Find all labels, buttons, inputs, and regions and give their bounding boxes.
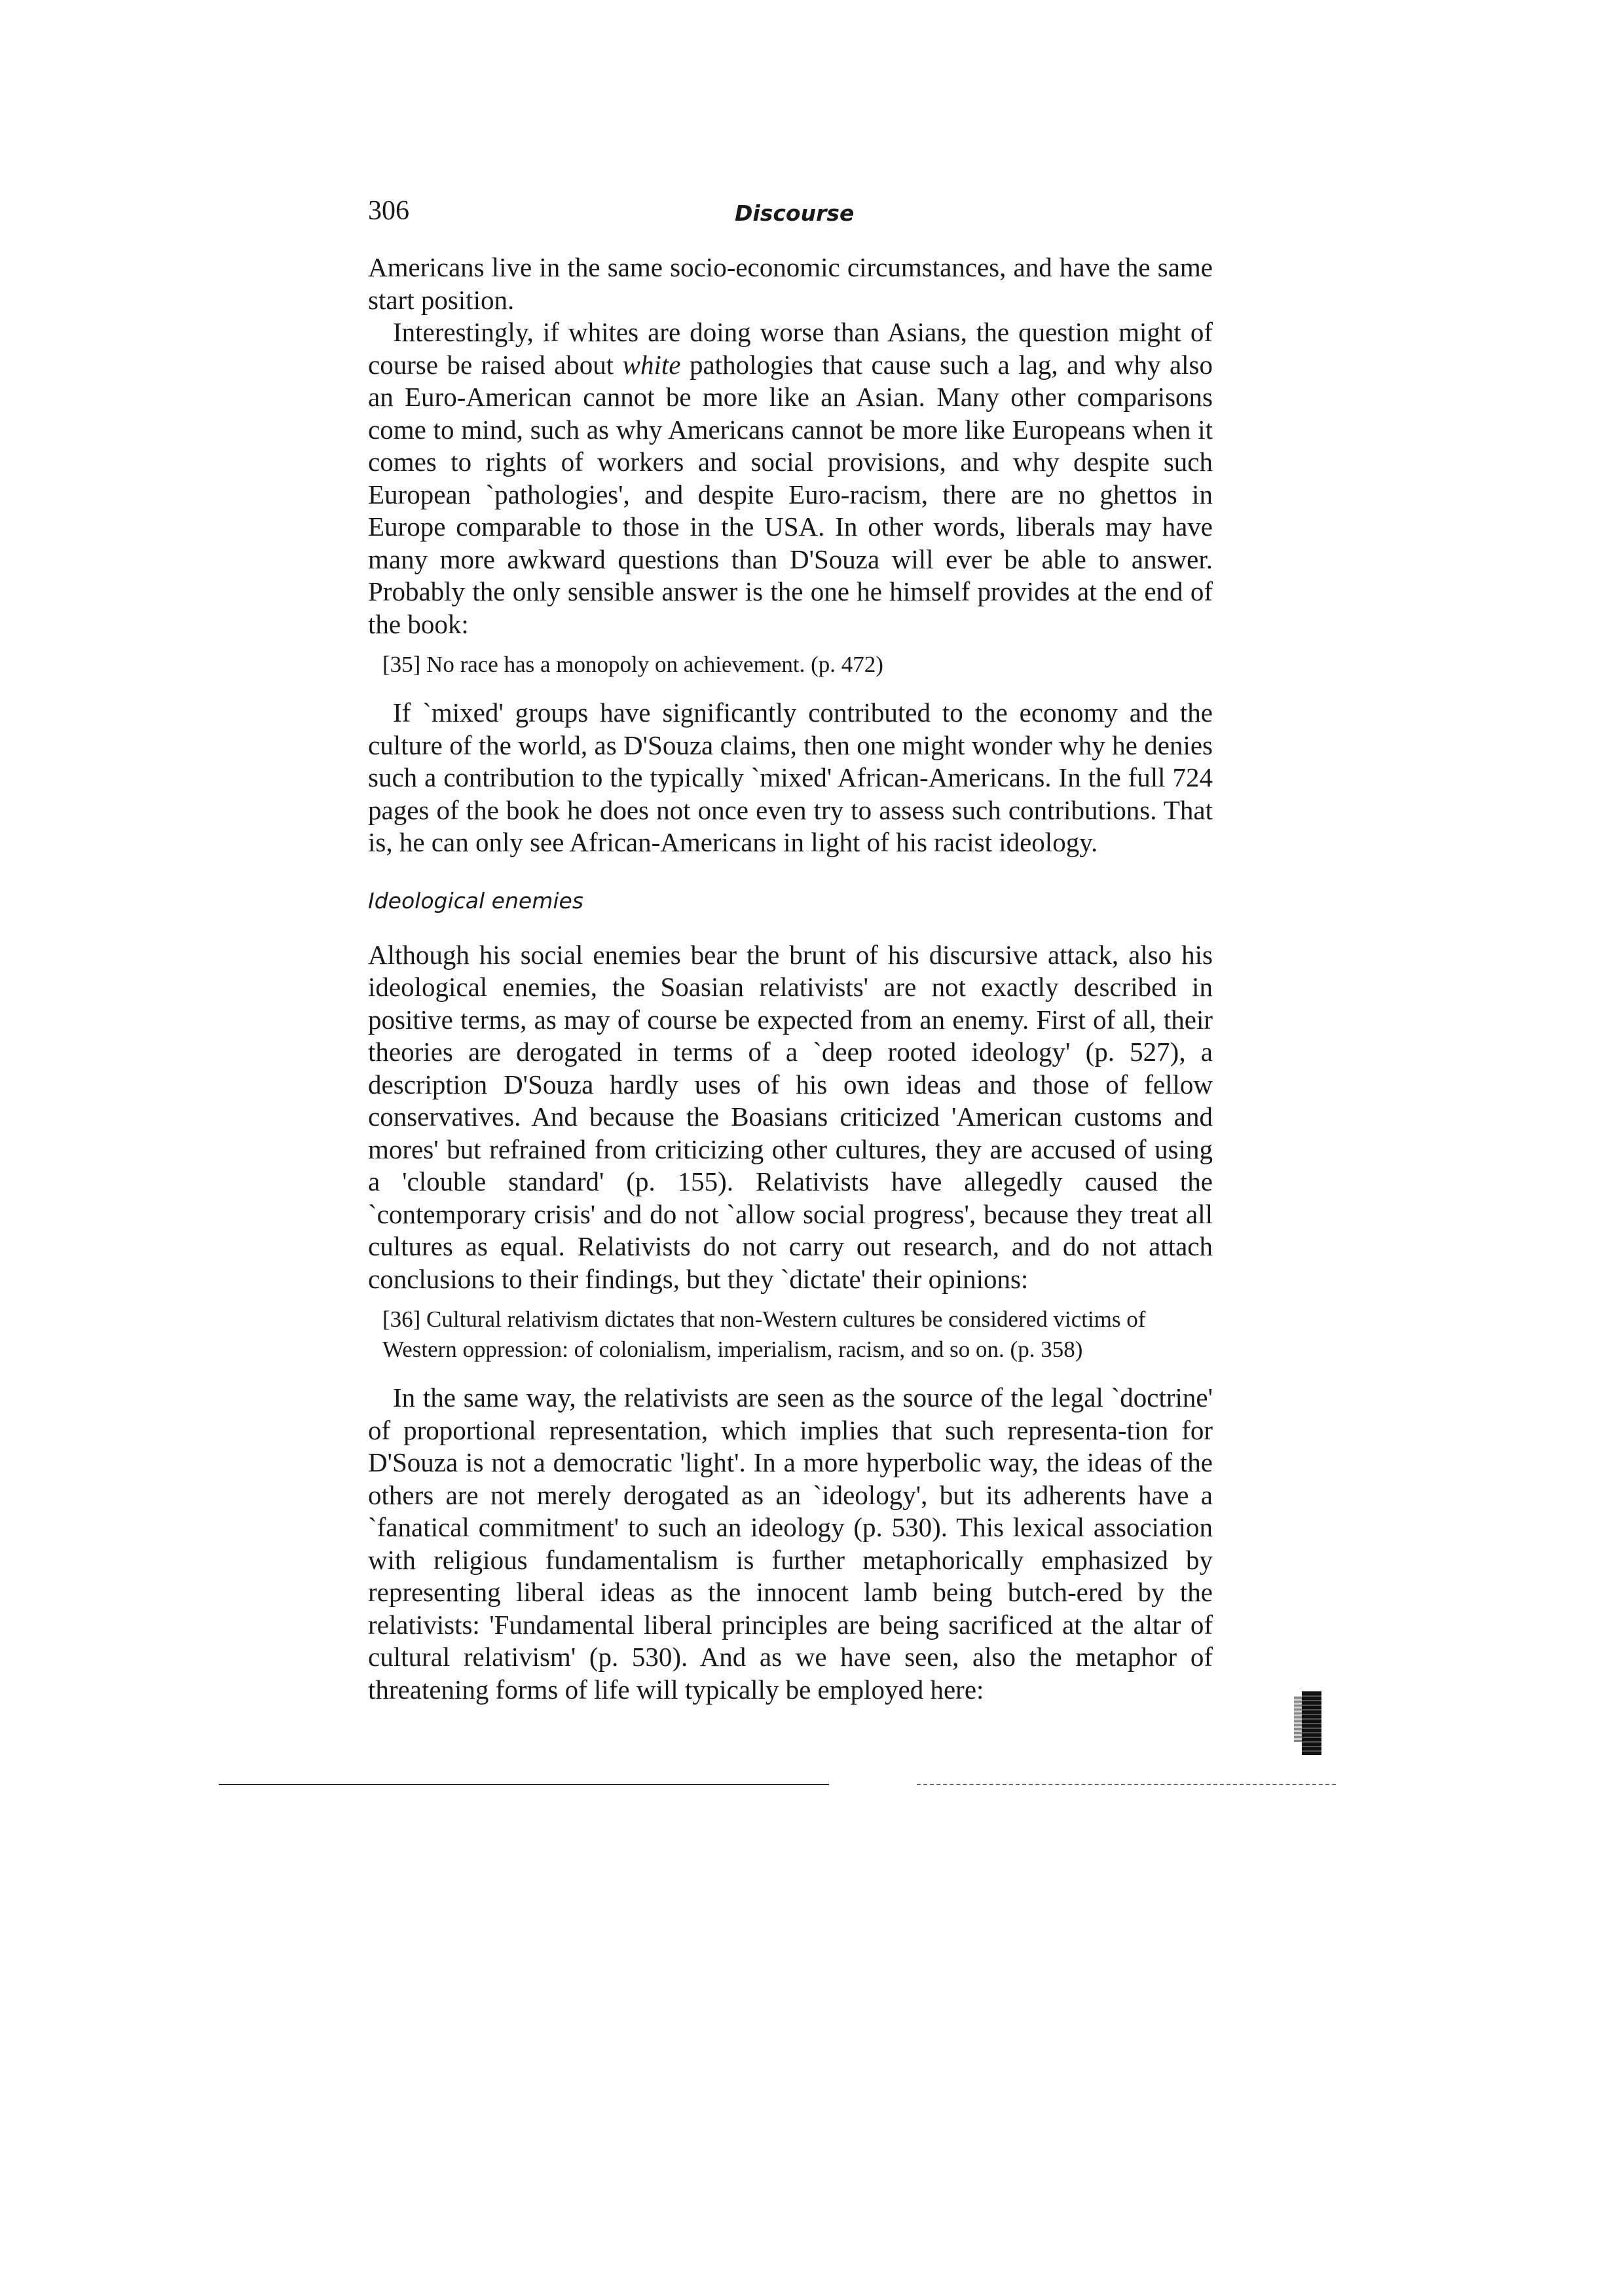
- paragraph-2-italic-word: white: [622, 349, 681, 380]
- paragraph-2-part-1: Interestingly, if whites are doing worse than Asians, the question might of course be raised about: [368, 317, 1213, 380]
- page-number: 306: [368, 196, 409, 226]
- section-heading: Ideological enemies: [368, 887, 584, 914]
- paragraph-2: [368, 316, 1213, 640]
- paragraph-1: Americans live in the same socio-economic circumstances, and have the same start position.: [368, 252, 1213, 315]
- paragraph-4: Although his social enemies bear the brunt of his discursive attack, also his ideological enemies, the Soasian relativists' are not exactly described in positive terms, as may of course be expected from an enemy. First of all, their theories are derogated in terms of a `deep rooted ideology' (p. 527), a description D'Souza hardly uses of his own ideas and those of fellow conservatives. And because the Boasians criticized 'American customs and mores' but refrained from criticizing other cultures, they are accused of using a 'clouble standard' (p. 155). Relativists have allegedly caused the `contemporary crisis' and do not `allow social progress', because they treat all cultures as equal. Relativists do not carry out research, and do not attach conclusions to their findings, but they `dictate' their opinions:: [368, 939, 1213, 1294]
- footer-rule-right: [917, 1784, 1336, 1785]
- scan-artifact-mark: [1302, 1691, 1321, 1755]
- body-text: [368, 251, 1213, 1706]
- block-quote-36: [36] Cultural relativism dictates that non-Western cultures be considered victims of Western oppression: of colonialism, imperialism, racism, and so on. (p. 358): [382, 1306, 1146, 1362]
- running-title: Discourse: [735, 200, 855, 226]
- paragraph-2-part-2: pathologies that cause such a lag, and why also an Euro-American cannot be more like an Asian. Many other comparisons come to mind, such as why Americans cannot be more like Europeans when it comes to rights of workers and social provisions, and why despite such European `pathologies', and despite Euro-racism, there are no ghettos in Europe comparable to those in the USA. In other words, liberals may have many more awkward questions than D'Souza will ever be able to answer. Probably the only sensible answer is the one he himself provides at the end of the book:: [368, 349, 1213, 639]
- page-header: [368, 191, 1173, 231]
- block-quote-35: [35] No race has a monopoly on achievement. (p. 472): [382, 652, 883, 677]
- paragraph-3: If `mixed' groups have significantly contributed to the economy and the culture of the world, as D'Souza claims, then one might wonder why he denies such a contribution to the typically `mixed' African-Americans. In the full 724 pages of the book he does not once even try to assess such contributions. That is, he can only see African-Americans in light of his racist ideology.: [368, 697, 1213, 857]
- footer-rule-left: [219, 1784, 829, 1785]
- paragraph-5: In the same way, the relativists are seen as the source of the legal `doctrine' of proportional representation, which implies that such representa-tion for D'Souza is not a democratic 'light'. In a more hyperbolic way, the ideas of the others are not merely derogated as an `ideology', but its adherents have a `fanatical commitment' to such an ideology (p. 530). This lexical association with religious fundamentalism is further metaphorically emphasized by representing liberal ideas as the innocent lamb being butch-ered by the relativists: 'Fundamental liberal principles are being sacrificed at the altar of cultural relativism' (p. 530). And as we have seen, also the metaphor of threatening forms of life will typically be employed here:: [368, 1382, 1213, 1705]
